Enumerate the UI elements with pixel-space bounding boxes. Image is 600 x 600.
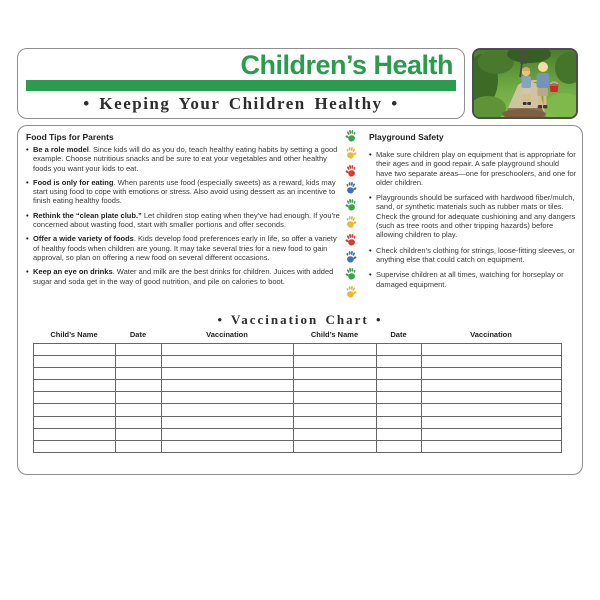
table-row (34, 392, 562, 404)
vaccination-cell (377, 344, 422, 356)
vaccination-cell (34, 344, 116, 356)
vaccination-cell (377, 356, 422, 368)
bullet: • (369, 150, 372, 159)
tagline: • Keeping Your Children Healthy • (83, 94, 399, 113)
vaccination-cell (162, 344, 294, 356)
food-tip-text: Rethink the “clean plate club.” Let children stop eating when they’ve had enough. If you’re concerned about wasting food, start with smaller portions and offer seconds. (33, 210, 340, 230)
bullet: • (26, 267, 29, 277)
vaccination-cell (294, 428, 377, 440)
vaccination-cell (294, 368, 377, 380)
vaccination-cell (422, 344, 562, 356)
vaccination-chart-table (33, 343, 562, 453)
vaccination-cell (377, 416, 422, 428)
vaccination-cell (116, 404, 162, 416)
bullet: • (26, 234, 29, 244)
vaccination-cell (162, 428, 294, 440)
handprint-icon (344, 285, 358, 299)
vaccination-cell (422, 428, 562, 440)
vaccination-cell (294, 392, 377, 404)
vaccination-cell (377, 428, 422, 440)
vaccination-cell (294, 380, 377, 392)
playground-tip (369, 270, 577, 289)
vaccination-cell (34, 368, 116, 380)
vaccination-cell (116, 356, 162, 368)
food-tip (26, 178, 341, 206)
vaccination-cell (116, 416, 162, 428)
column-header: Vaccination (470, 330, 512, 339)
vaccination-cell (116, 428, 162, 440)
vaccination-cell (116, 440, 162, 452)
vaccination-cell (377, 368, 422, 380)
vaccination-cell (116, 380, 162, 392)
vaccination-cell (422, 368, 562, 380)
header-panel (17, 48, 465, 119)
playground-safety-section (369, 132, 577, 295)
vaccination-cell (294, 416, 377, 428)
playground-tip-text: Make sure children play on equipment that is appropriate for their ages and in good repair. A safe playground should have two separate areas—one for preschoolers, and one for older children. (376, 150, 577, 187)
vaccination-cell (162, 356, 294, 368)
vaccination-cell (162, 380, 294, 392)
vaccination-cell (116, 368, 162, 380)
vaccination-chart-title: • Vaccination Chart • (217, 312, 383, 327)
table-row (34, 428, 562, 440)
vaccination-cell (34, 392, 116, 404)
handprint-icon (344, 181, 358, 195)
vaccination-cell (422, 416, 562, 428)
vaccination-cell (377, 440, 422, 452)
vaccination-cell (294, 404, 377, 416)
playground-tip (369, 246, 577, 265)
food-tip-text: Keep an eye on drinks. Water and milk are the best drinks for children. Juices with added sugar and soda get in the way of good nutrition, and pile on calories to boot. (33, 267, 334, 286)
table-row (34, 344, 562, 356)
handprint-icon (344, 267, 358, 281)
food-tip-text: Be a role model. Since kids will do as you do, teach healthy eating habits by setting a good example. Choose nutritious snacks and be sure to eat your vegetables and other healthy foods you want your kids to eat. (33, 145, 338, 173)
food-tips-section (26, 132, 341, 291)
table-row (34, 356, 562, 368)
vaccination-cell (162, 440, 294, 452)
bullet: • (369, 193, 372, 203)
playground-tip-text: Check children’s clothing for strings, loose-fitting sleeves, or anything else that could catch on equipment. (376, 245, 575, 264)
table-row (34, 440, 562, 452)
handprint-icon (344, 164, 358, 178)
vaccination-cell (377, 380, 422, 392)
vaccination-cell (34, 440, 116, 452)
bullet: • (26, 210, 29, 220)
vaccination-cell (294, 356, 377, 368)
food-tip (26, 267, 341, 286)
accent-bar (26, 80, 456, 91)
table-row (34, 380, 562, 392)
vaccination-cell (162, 404, 294, 416)
handprint-icon (344, 146, 358, 160)
vaccination-cell (422, 404, 562, 416)
vaccination-cell (422, 380, 562, 392)
handprint-icon (344, 198, 358, 212)
page-title: Children’s Health (240, 50, 453, 80)
vaccination-cell (34, 380, 116, 392)
vaccination-cell (422, 392, 562, 404)
playground-tip-text: Supervise children at all times, watching for horseplay or damaged equipment. (376, 270, 564, 289)
handprint-icon (344, 233, 358, 247)
vaccination-chart-header-row (33, 330, 561, 343)
handprint-icon (344, 250, 358, 264)
food-tip-text: Food is only for eating. When parents use food (especially sweets) as a reward, kids may start using food to cope with emotions or stress. Also avoid using dessert as an incentive to finish eating healthy foods. (33, 177, 336, 206)
photo-illustration (474, 50, 576, 117)
vaccination-cell (116, 392, 162, 404)
vaccination-cell (116, 344, 162, 356)
bullet: • (369, 245, 372, 255)
bullet: • (26, 145, 29, 154)
playground-tip (369, 193, 577, 239)
food-tip (26, 211, 341, 230)
vaccination-cell (377, 404, 422, 416)
column-header: Date (390, 330, 407, 339)
content-panel (17, 125, 583, 475)
food-tip (26, 234, 341, 262)
table-row (34, 368, 562, 380)
column-header: Child’s Name (50, 330, 98, 339)
playground-heading: Playground Safety (369, 132, 444, 142)
handprint-icon (344, 129, 358, 143)
food-tip-text: Offer a wide variety of foods. Kids develop food preferences early in life, so offer a variety of healthy foods when children are young. It may take several tries for a new food to gain approval, so plan on offering a new food on several different occasions. (33, 234, 337, 262)
vaccination-cell (34, 428, 116, 440)
handprint-icon (344, 215, 358, 229)
food-tips-heading: Food Tips for Parents (26, 132, 114, 142)
vaccination-cell (294, 344, 377, 356)
vaccination-cell (162, 416, 294, 428)
vaccination-cell (422, 440, 562, 452)
vaccination-cell (34, 356, 116, 368)
bullet: • (369, 270, 372, 280)
vaccination-cell (422, 356, 562, 368)
handprint-divider (342, 129, 359, 302)
table-row (34, 404, 562, 416)
playground-tip (369, 150, 577, 187)
vaccination-cell (162, 392, 294, 404)
bullet: • (26, 177, 29, 187)
column-header: Child’s Name (310, 330, 359, 339)
table-row (34, 416, 562, 428)
vaccination-cell (294, 440, 377, 452)
vaccination-cell (162, 368, 294, 380)
children-walking-photo (472, 48, 578, 119)
vaccination-cell (34, 416, 116, 428)
playground-tip-text: Playgrounds should be surfaced with hardwood fiber/mulch, sand, or synthetic materials such as rubber mats or tiles. Check the ground for adequate cushioning and any dangers (such as tree roots and other tripping hazards) before allowing children to play. (376, 193, 576, 240)
vaccination-cell (377, 392, 422, 404)
food-tip (26, 145, 341, 173)
vaccination-chart (33, 330, 561, 453)
vaccination-cell (34, 404, 116, 416)
column-header: Vaccination (206, 330, 248, 339)
column-header: Date (129, 330, 147, 339)
